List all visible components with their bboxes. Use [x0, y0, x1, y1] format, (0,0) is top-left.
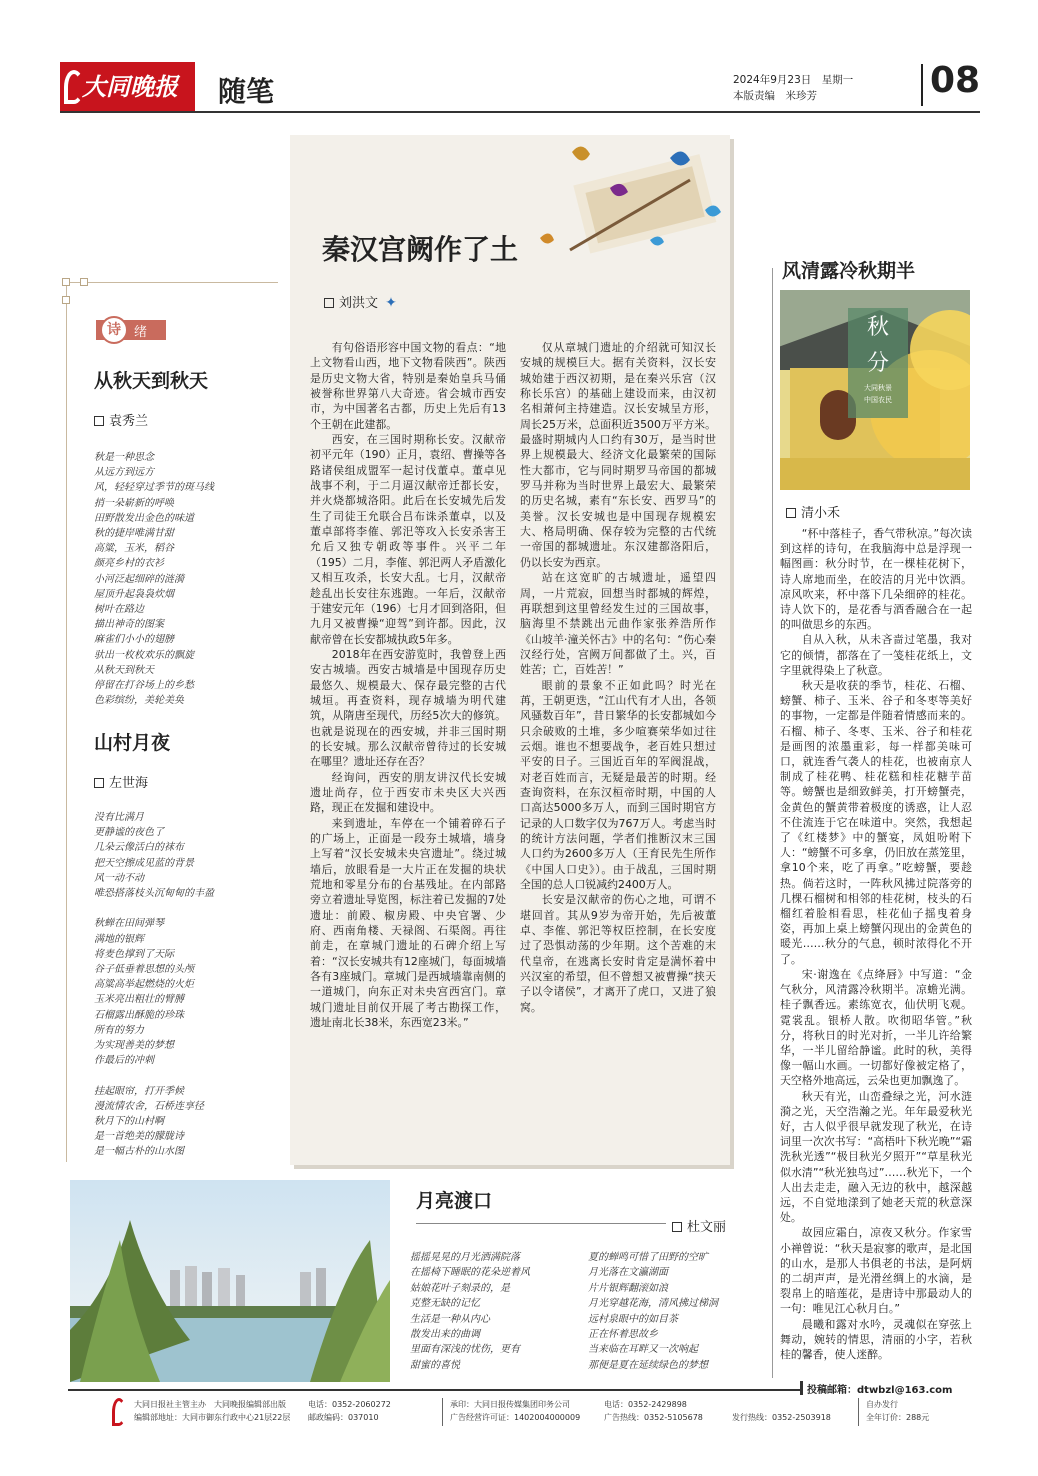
page-editor: 本版责编 米珍芳 [733, 90, 817, 102]
byline-box-icon [786, 508, 796, 518]
article-paragraph: 来到遗址，车停在一个铺着碎石子的广场上，正面是一段夯土城墙，墙身上写着“汉长安城未央宫遗址”。绕过城墙后，放眼看是一大片正在发掘的块状荒地和零星分布的台基残址。在内部路旁立着遗址导览图，标注着已发掘的7处遗址：前殿、椒房殿、中央官署、少府、西南角楼、天禄阁、石渠阁。再往前走，在章城门遗址的石碑介绍上写着：“汉长安城共有12座城门，每面城墙各有3座城门。章城门是西城墙靠南侧的一道城门，向东正对未央宫西宫门。章城门遗址目前仅开展了考古勘探工作，遗址南北长38米，东西宽23米。” [310, 816, 506, 1030]
logo-mark-icon [64, 70, 84, 104]
logo-text: 大同晚报 [82, 73, 178, 101]
article-byline [324, 292, 397, 311]
imprint-distribution: 自办发行 [866, 1400, 898, 1409]
poem-byline [94, 410, 148, 429]
page-number: 08 [930, 60, 981, 101]
footer-divider [858, 1398, 859, 1426]
byline-box-icon [94, 778, 104, 788]
article-title: 秦汉宫阙作了土 [322, 233, 519, 266]
poem-verse: 摇摇晃晃的月光洒满院落 在摇椅下睡眠的花朵逆着风 姑娘花叶子刻录的，是 克整无缺的记忆 生活是一种从内心 散发出来的曲调 里面有深浅的忧伤，更有 甜蜜的喜悦 [410, 1252, 530, 1371]
essay-paragraph: 宋·谢逸在《点绛唇》中写道：“金气秋分，风清露冷秋期半。凉蟾光满。桂子飘香远。素练宽衣，仙伏明飞观。霓裳乱。银桥人散。吹彻昭华管。”秋分，将秋日的时光对折，一半儿许给繁华，一半儿留给静谧。此时的秋，美得像一幅山水画。一切都好像被定格了，天空格外地高远，云朵也更加飘逸了。 [780, 967, 972, 1088]
essay-paragraph: 自从入秋，从未吝啬过笔墨，我对它的倾情，都落在了一笺桂花纸上，文字里就得染上了秋意。 [780, 633, 972, 677]
newspaper-logo [60, 62, 195, 112]
butterfly-icon: ✦ [385, 295, 397, 311]
article-paragraph: 西安，在三国时期称长安。汉献帝初平元年（190）正月，袁绍、曹操等各路诸侯组成盟军一起讨伐董卓。董卓见战事不利，于二月逼汉献帝迁都长安，并火烧都城洛阳。此后在长安城先后发生了司徒王允联合吕布诛杀董卓，以及董卓部将李傕、郭汜等攻入长安杀害王允后又独专朝政等事件。兴平二年（195）二月，李傕、郭汜两人矛盾激化又相互攻杀，长安大乱。七月，汉献帝趁乱出长安往东逃跑。一年后，汉献帝于建安元年（196）七月才回到洛阳，但九月又被曹操“迎驾”到许都。因此，汉献帝曾在长安都城执政5年多。 [310, 433, 506, 646]
photo-title: 分 [866, 351, 890, 376]
article-paragraph: 长安是汉献帝的伤心之地，可谓不堪回首。其从9岁为帝开始，先后被董卓、李傕、郭汜等权臣控制，在长安度过了恐惧动荡的少年期。这个苦难的末代皇帝，在逃离长安时肯定是满怀着中兴汉室的希望，但不曾想又被曹操“挟天子以令诸侯”，才离开了虎口，又进了狼窝。 [520, 893, 716, 1014]
page-separator [921, 64, 923, 106]
right-column-rule [772, 268, 773, 1378]
poem-byline [672, 1216, 726, 1235]
decor-corner [62, 296, 70, 304]
essay-paragraph: 故园应霜白，凉夜又秋分。作家雪小禅曾说：“秋天是寂寥的歌声，是北国的山水，是那人书俱老的书法，是阿炳的二胡声声，是光滑丝绸上的水滴，是裂帛上的暗莲花，是唐诗中那最动人的一句：唯见江心秋月白。” [780, 1226, 972, 1316]
imprint-address: 编辑部地址：大同市御东行政中心21层22层 [134, 1413, 291, 1422]
article-paragraph: 有句俗语形容中国文物的看点：“地上文物看山西，地下文物看陕西”。陕西是历史文物大省，特别是秦始皇兵马俑被誉称世界第八大奇迹。省会城市西安市，为中国著名古都，历史上先后有13个王朝在此建都。 [310, 341, 506, 431]
photo-subtitle: 大同秋景 [864, 384, 892, 392]
footer-logo-icon [112, 1398, 126, 1426]
article-paragraph: 站在这宽旷的古城遗址，遥望四周，一片荒寂，回想当时都城的辉煌，再联想到这里曾经发生过的三国故事，脑海里不禁跳出元曲作家张养浩所作《山坡羊·潼关怀古》中的名句：“伤心秦汉经行处，宫阙万间都做了土。兴，百姓苦；亡，百姓苦！” [520, 571, 716, 677]
essay-paragraph: 秋天是收获的季节，桂花、石榴、螃蟹、柿子、玉米、谷子和冬枣等美好的事物，一定都是伴随着情感而来的。石榴、柿子、冬枣、玉米、谷子和桂花是画图的浓墨重彩，每一样都美味可口，就连香气袭人的桂花，也被南京人制成了桂花鸭、桂花糕和桂花糖芋苗等。螃蟹也是细致鲜美，打开螃蟹壳，金黄色的蟹黄带着极度的诱惑，让人忍不住流连于它在味道中。突然，我想起了《红楼梦》中的蟹宴，凤姐吩咐下人：“螃蟹不可多拿，仍旧放在蒸笼里，拿10个来，吃了再拿。”吃螃蟹，要趁热。倘若这时，一阵秋风拂过院落旁的几棵石榴树和相邻的桂花树，枝头的石榴红着脸相看思，桂花仙子摇曳着身姿，再加上桌上螃蟹闪现出的金黄色的暖光……秋分的气息，顿时浓得化不开了。 [780, 679, 972, 966]
poem-verse: 没有比满月 更静谧的夜色了 几朵云像活白的袜布 把天空擦成见蓝的背景 风一动不动 唯恐搭落枝头沉甸甸的丰盈 秋蝉在田间弹琴 满地的银辉 将麦色撑到了天际 谷子低垂着思想的头颅 高粱高举起燃烧的火炬 玉米亮出粗壮的臂膊 石榴露出酥脆的珍珠 所有的努力 为实现善美的梦想 作最后的冲刺 挂起眼帘，打开季候 漫流情农舍，石桥连享径 秋月下的山村啊 是一首绝美的朦胧诗 是一幅古朴的山水图 [94, 812, 214, 1158]
imprint-issue-hotline: 发行热线：0352-2503918 [732, 1413, 831, 1422]
autumn-temple-photo [780, 290, 970, 490]
article-column-b [520, 340, 716, 1015]
imprint-phone: 电话：0352-2060272 [308, 1400, 391, 1409]
imprint-printer: 承印：大同日报传媒集团印务公司 [450, 1400, 570, 1409]
decor-corner [80, 278, 88, 286]
imprint-postcode: 邮政编码：037010 [308, 1413, 379, 1422]
lake-city-photo [70, 1180, 390, 1382]
article-paragraph: 仅从章城门遗址的介绍就可知汉长安城的规模巨大。据有关资料，汉长安城始建于西汉初期，是在秦兴乐宫（汉称长乐宫）的基础上建设而来，由汉初名相萧何主持建造。汉长安城呈方形，周长25万米，总面积近3500万平方米。最盛时期城内人口约有30万，是当时世界上规模最大、经济文化最繁荣的国际性大都市，它与同时期罗马帝国的都城罗马并称为当时世界上最宏大、最繁荣的历史名城，素有“东长安、西罗马”的美誉。汉长安城也是中国现存规模宏大、格局明确、保存较为完整的古代统一帝国的都城遗址。东汉建都洛阳后，仍以长安为西京。 [520, 341, 716, 569]
imprint-ad-license: 广告经营许可证：1402004000009 [450, 1413, 581, 1422]
imprint-publisher: 大同日报社主管主办 大同晚报编辑部出版 [134, 1400, 286, 1409]
masthead [60, 62, 980, 112]
imprint-price: 全年订价：288元 [866, 1413, 930, 1422]
article-paragraph: 2018年在西安游览时，我曾登上西安古城墙。西安古城墙是中国现存历史最悠久、规模最大、保存最完整的古代城垣。再查资料，现存城墙为明代建筑，从隋唐至现代，历经5次大的修筑。也就是说现在的西安城，并非三国时期的长安城。那么汉献帝曾待过的长安城在哪里？遗址还存在否？ [310, 647, 506, 769]
poem-verse: 秋是一种思念 从远方到远方 风，轻轻穿过季节的斑马线 捎一朵崭新的呼唤 田野散发出金色的味道 秋的捷岸唯满甘甜 高粱，玉米，稻谷 颜亮乡村的衣衫 小河泛起细碎的涟漪 屋顶升起袅袅炊烟 树叶在路边 描出神奇的图案 麻雀们小小的翅膀 驮出一枚枚欢乐的飘旋 从秋天到秋天 停留在打谷场上的乡愁 色彩缤纷，美轮美奂 [94, 452, 214, 707]
byline-box-icon [324, 298, 334, 308]
issue-meta [733, 72, 853, 104]
section-name: 随笔 [218, 75, 275, 108]
decor-corner [62, 278, 70, 286]
poem-verse: 夏的蝉鸣可惜了田野的空旷 月光落在文瀛湖面 片片银辉翻滚如浪 月光穿越花海，清风拂过梯洞 远村泉眼中的如目茶 正在怀着思故乡 当来临在耳畔又一次响起 那便是夏在延续绿色的梦想 [588, 1252, 718, 1371]
tag-char: 诗 [100, 316, 128, 344]
poem-section-tag [96, 320, 166, 340]
byline-box-icon [672, 1222, 682, 1232]
byline-box-icon [94, 416, 104, 426]
photo-subtitle: 中国农民 [864, 396, 892, 404]
essay-title: 风清露冷秋期半 [782, 260, 916, 282]
poem-author: 左世海 [109, 776, 149, 791]
imprint-ad-hotline: 广告热线：0352-5105678 [604, 1413, 703, 1422]
article-paragraph: 眼前的景象不正如此吗？时光在苒，王朝更迭，“江山代有才人出，各领风骚数百年”，昔日繁华的长安都城如今只余破败的土堆，多少喧赛荣华如过往云烟。谁也不想要战争，老百姓只想过平安的日子。三国近百年的军阀混战，对老百姓而言，无疑是最苦的时期。经查询资料，在东汉桓帝时期，中国的人口高达5000多万人，而到三国时期官方记录的人口数字仅为767万人。考虑当时的统计方法问题，学者们推断汉末三国人口约为2600多万人（王育民先生所作《中国人口史》）。由于战乱，三国时期全国的总人口锐减约2400万人。 [520, 678, 716, 892]
essay-body [780, 526, 972, 1362]
article-author: 刘洪文 [339, 296, 379, 311]
poem-title: 山村月夜 [94, 732, 171, 754]
poem-author: 杜文丽 [687, 1220, 727, 1235]
poem-author: 袁秀兰 [109, 414, 149, 429]
issue-date: 2024年9月23日 星期一 [733, 74, 854, 86]
poem-title: 月亮渡口 [416, 1190, 493, 1212]
essay-paragraph: 秋天有光，山峦叠绿之光，河水涟漪之光，天空浩瀚之光。年年最爱秋光好，古人似乎很早就发现了秋光，在诗词里一次次书写：“高梧叶下秋光晚”“霜洗秋光透”“极目秋光夕照开”“草星秋光似水清”“秋光独鸟过”……秋光下，一个人出去走走，融入无边的秋中，越深越远，不自觉地漾到了她老天荒的秋意深处。 [780, 1089, 972, 1225]
essay-paragraph: 晨曦和露对水吟，灵魂似在穿弦上舞动，婉转的情思，清丽的小字，若秋桂的馨香，使人迷醉。 [780, 1317, 972, 1361]
submission-email: 投稿邮箱：dtwbzl@163.com [800, 1381, 972, 1395]
tag-char: 绪 [134, 325, 148, 340]
essay-author: 清小禾 [801, 506, 841, 521]
header-rule [60, 111, 980, 113]
article-column-a [310, 340, 506, 1030]
footer-divider [442, 1398, 443, 1426]
poem-title: 从秋天到秋天 [94, 370, 209, 392]
footer-imprint [68, 1396, 972, 1436]
butterfly-book-illustration [520, 140, 730, 260]
imprint-phone: 电话：0352-2429898 [604, 1400, 687, 1409]
poem-title-rule [416, 1223, 666, 1224]
essay-byline [786, 502, 840, 521]
essay-paragraph: “杯中落桂子，香气带秋凉。”每次读到这样的诗句，在我脑海中总是浮现一幅图画：秋分时节，在一棵桂花树下，诗人席地而坐，在皎洁的月光中饮酒。凉风吹来，杯中落下几朵细碎的桂花。诗人饮下的，是花香与酒香融合在一起的叫做思乡的东西。 [780, 527, 972, 632]
photo-title: 秋 [866, 315, 890, 340]
article-paragraph: 经询问，西安的朋友讲汉代长安城遗址尚存，位于西安市未央区大兴西路，现正在发掘和建设中。 [310, 770, 506, 815]
poem-byline [94, 772, 148, 791]
